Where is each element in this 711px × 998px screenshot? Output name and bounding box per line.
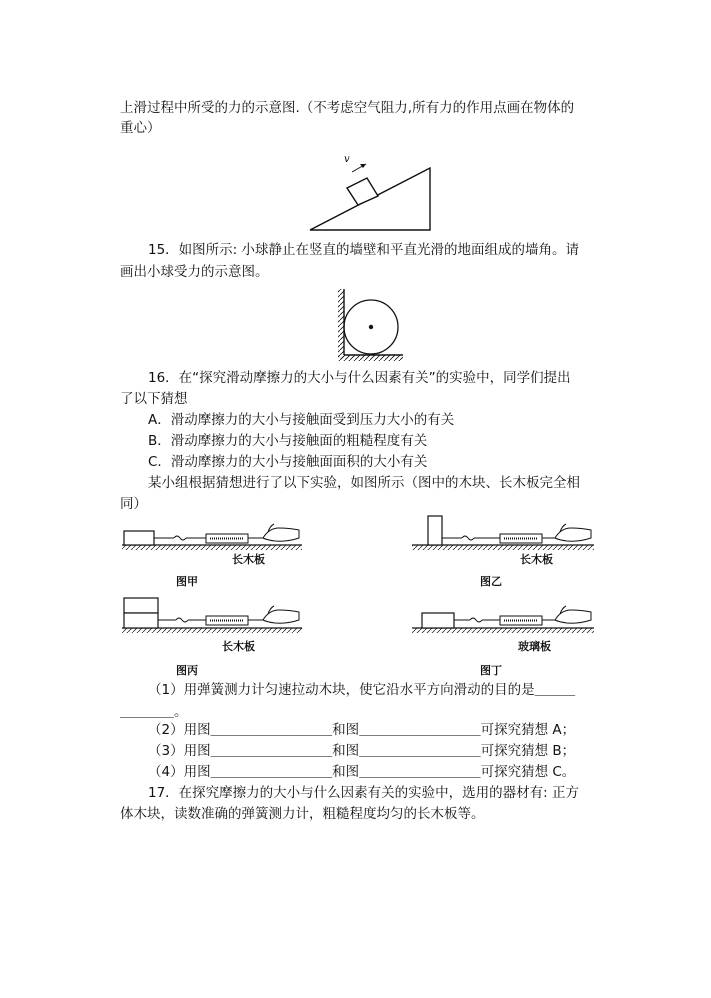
figure-bing-board-label: 长木板 [222, 640, 255, 653]
ball-center-dot [369, 325, 373, 329]
q17-text-line2: 体木块，读数准确的弹簧测力计，粗糙程度均匀的长木板等。 [120, 806, 485, 822]
velocity-label: v [344, 154, 350, 165]
q16-setup-line1: 某小组根据猜想进行了以下实验，如图所示（图中的木块、长木板完全相 [148, 475, 580, 491]
q16-text-line1: 16．在“探究滑动摩擦力的大小与什么因素有关”的实验中，同学们提出 [148, 370, 571, 386]
q16-setup-line2: 同） [120, 496, 147, 512]
q14-text-line1: 上滑过程中所受的力的示意图.（不考虑空气阻力,所有力的作用点画在物体的 [120, 100, 575, 116]
q16-sub3: （3）用图＿＿＿＿＿＿＿＿＿和图＿＿＿＿＿＿＿＿＿可探究猜想 B； [148, 743, 576, 759]
q16-sub4: （4）用图＿＿＿＿＿＿＿＿＿和图＿＿＿＿＿＿＿＿＿可探究猜想 C。 [148, 764, 576, 780]
wall-hatch [338, 289, 344, 359]
q16-option-c: C．滑动摩擦力的大小与接触面面积的大小有关 [148, 454, 428, 470]
wood-block-bottom [124, 613, 158, 628]
q16-sub1-line1: （1）用弹簧测力计匀速拉动木块，使它沿水平方向滑动的目的是＿＿＿ [148, 682, 576, 698]
figure-yi-board-label: 长木板 [520, 553, 553, 566]
figure-jia [118, 518, 308, 588]
q16-sub1-line2: ＿＿＿＿。 [120, 704, 188, 720]
ball-in-corner-figure [330, 285, 410, 365]
wood-block-top [124, 598, 158, 613]
wood-block [124, 531, 154, 545]
figure-ding [410, 600, 600, 638]
q17-text-line1: 17．在探究摩擦力的大小与什么因素有关的实验中，选用的器材有: 正方 [148, 785, 580, 801]
q16-option-b: B．滑动摩擦力的大小与接触面的粗糙程度有关 [148, 433, 428, 449]
wood-block [422, 613, 454, 628]
incline-block-figure [300, 148, 440, 236]
q15-text-line1: 15．如图所示: 小球静止在竖直的墙壁和平直光滑的地面组成的墙角。请 [148, 242, 580, 258]
q15-text-line2: 画出小球受力的示意图。 [120, 264, 269, 280]
figure-jia-label: 图甲 [176, 575, 198, 588]
q16-option-a: A．滑动摩擦力的大小与接触面受到压力大小的有关 [148, 412, 455, 428]
figure-yi-label: 图乙 [480, 575, 502, 588]
floor-hatch [338, 355, 403, 361]
figure-yi [410, 508, 600, 588]
figure-ding-board-label: 玻璃板 [518, 640, 551, 653]
q16-text-line2: 了以下猜想 [120, 391, 188, 407]
figure-bing-label: 图丙 [176, 664, 198, 677]
block-on-incline [347, 178, 378, 205]
wood-block-upright [428, 516, 442, 545]
q16-sub2: （2）用图＿＿＿＿＿＿＿＿＿和图＿＿＿＿＿＿＿＿＿可探究猜想 A； [148, 722, 576, 738]
figure-bing [118, 592, 308, 638]
figure-jia-board-label: 长木板 [232, 553, 265, 566]
q14-text-line2: 重心） [120, 120, 161, 136]
figure-ding-label: 图丁 [480, 664, 502, 677]
